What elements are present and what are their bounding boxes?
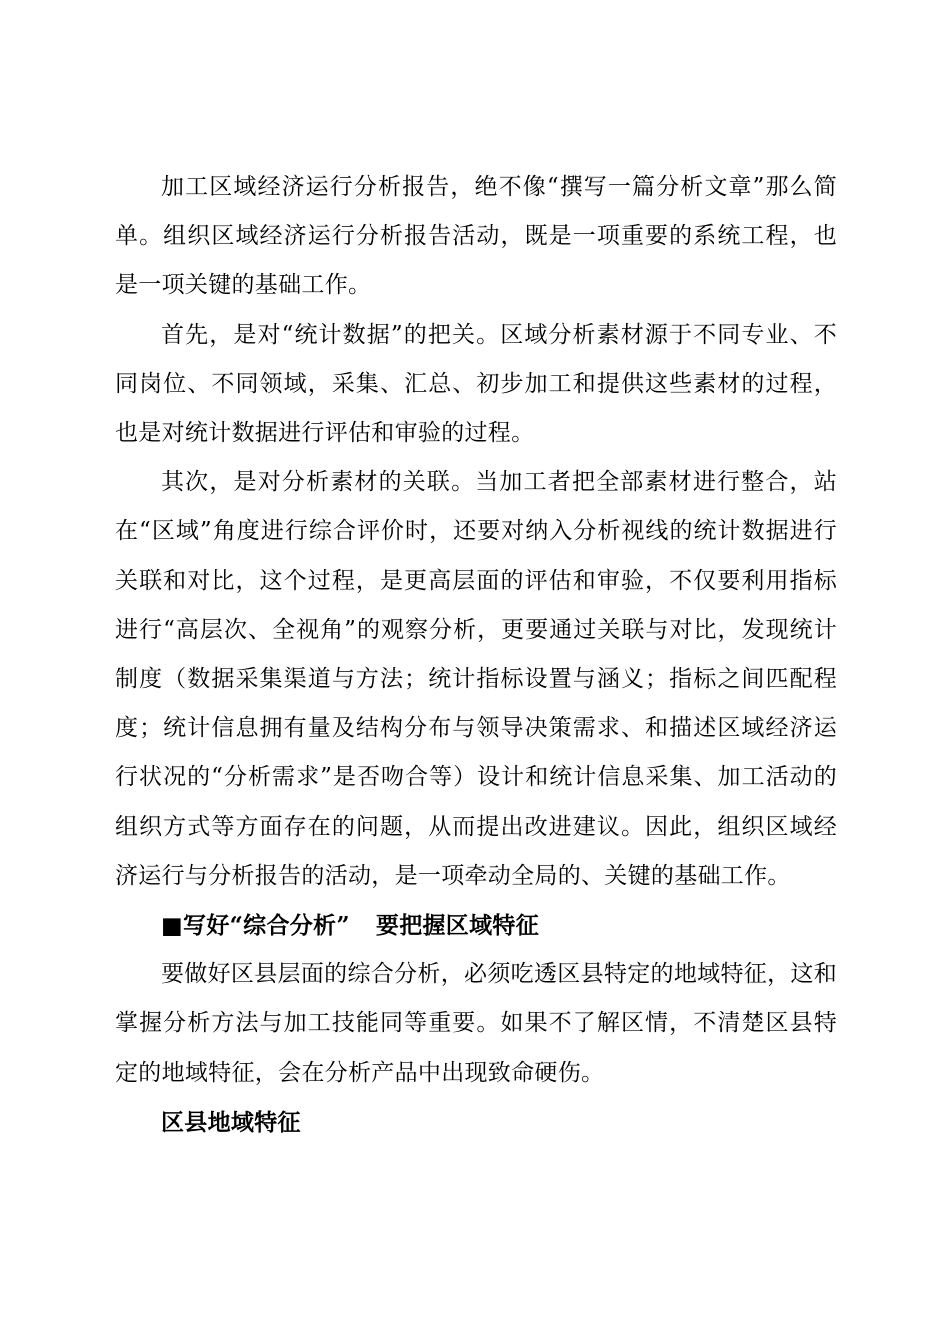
document-body [115, 163, 837, 1147]
heading-part-2: 要把握区域特征 [375, 912, 539, 940]
paragraph-intro: 加工区域经济运行分析报告，绝不像“撰写一篇分析文章”那么简单。组织区域经济运行分析报告活动，既是一项重要的系统工程，也是一项关键的基础工作。 [115, 174, 837, 299]
paragraph-second: 其次，是对分析素材的关联。当加工者把全部素材进行整合，站在“区域”角度进行综合评价时，还要对纳入分析视线的统计数据进行关联和对比，这个过程，是更高层面的评估和审验，不仅要利用指标进行“高层次、全视角”的观察分析，更要通过关联与对比，发现统计制度（数据采集渠道与方法；统计指标设置与涵义；指标之间匹配程度；统计信息拥有量及结构分布与领导决策需求、和描述区域经济运行状况的“分析需求”是否吻合等）设计和统计信息采集、加工活动的组织方式等方面存在的问题，从而提出改进建议。因此，组织区域经济运行与分析报告的活动，是一项牵动全局的、关键的基础工作。 [115, 469, 837, 889]
paragraph-regional-features: 要做好区县层面的综合分析，必须吃透区县特定的地域特征，这和掌握分析方法与加工技能同等重要。如果不了解区情，不清楚区县特定的地域特征，会在分析产品中出现致命硬伤。 [115, 961, 837, 1086]
square-bullet-icon: ■ [161, 912, 184, 940]
section-heading-county-features: 区县地域特征 [161, 1108, 301, 1136]
paragraph-first: 首先，是对“统计数据”的把关。区域分析素材源于不同专业、不同岗位、不同领域，采集、汇总、初步加工和提供这些素材的过程，也是对统计数据进行评估和审验的过程。 [115, 321, 837, 447]
section-heading-comprehensive-analysis [115, 901, 837, 950]
heading-part-1: 写好“综合分析” [183, 912, 350, 940]
